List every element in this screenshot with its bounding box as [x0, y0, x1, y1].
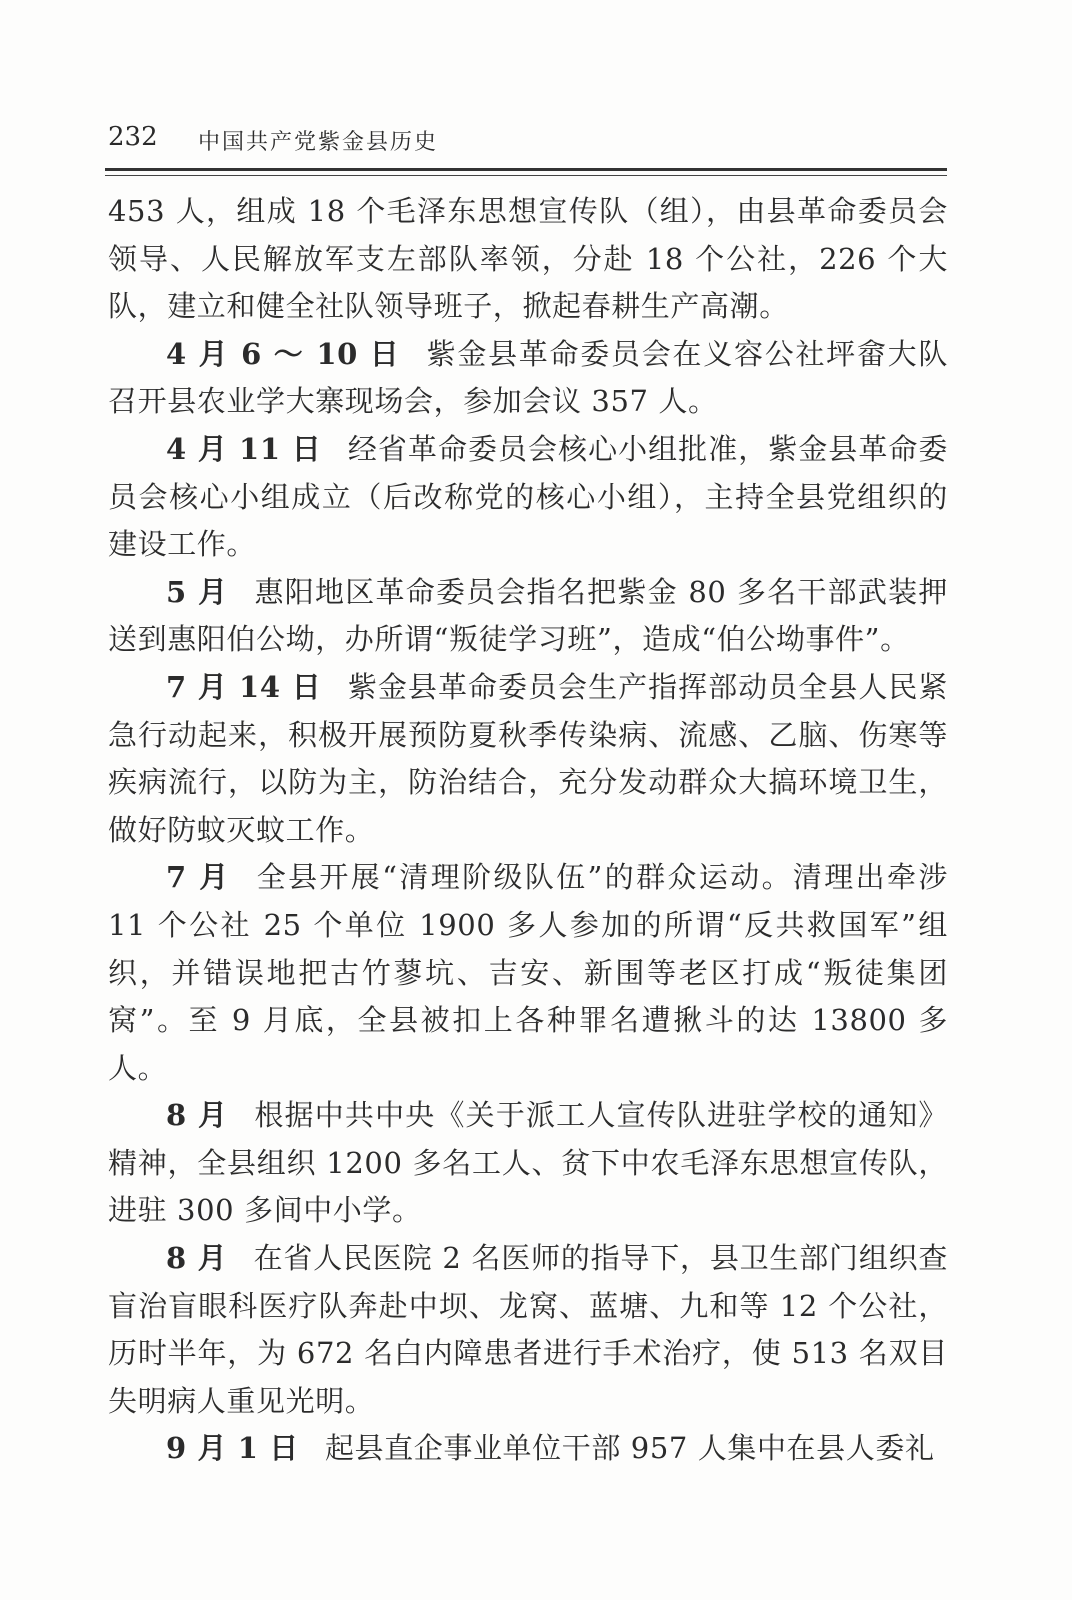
entry-date: 8 月 [166, 1241, 228, 1276]
chronicle-entry [108, 188, 948, 331]
chronicle-entry [108, 664, 948, 854]
entry-text: 根据中共中央《关于派工人宣传队进驻学校的通知》精神，全县组织 1200 多名工人、贫下中农毛泽东思想宣传队，进驻 300 多间中小学。 [108, 1098, 948, 1228]
entry-text: 惠阳地区革命委员会指名把紫金 80 多名干部武装押送到惠阳伯公坳，办所谓“叛徒学习班”，造成“伯公坳事件”。 [108, 574, 949, 657]
entry-date: 8 月 [166, 1098, 229, 1133]
header-rule-thin [105, 175, 947, 176]
entry-text: 起县直企事业单位干部 957 人集中在县人委礼 [324, 1431, 935, 1466]
page-body [108, 188, 948, 1473]
entry-date: 9 月 1 日 [166, 1431, 299, 1466]
entry-date: 4 月 6 ～ 10 日 [166, 336, 401, 371]
chronicle-entry [108, 331, 948, 426]
chronicle-entry [108, 854, 948, 1092]
entry-date: 7 月 [166, 860, 231, 895]
entry-text: 在省人民医院 2 名医师的指导下，县卫生部门组织查盲治盲眼科医疗队奔赴中坝、龙窝、蓝塘、九和等 12 个公社，历时半年，为 672 名白内障患者进行手术治疗，使 513 名双目失明病人重见光明。 [108, 1241, 949, 1418]
entry-date: 5 月 [166, 574, 229, 609]
chronicle-entry [108, 569, 948, 664]
entry-text: 经省革命委员会核心小组批准，紫金县革命委员会核心小组成立（后改称党的核心小组），主持全县党组织的建设工作。 [108, 431, 948, 562]
chronicle-entry [108, 426, 948, 569]
entry-text: 453 人，组成 18 个毛泽东思想宣传队（组），由县革命委员会领导、人民解放军支左部队率领，分赴 18 个公社，226 个大队，建立和健全社队领导班子，掀起春耕生产高潮。 [108, 194, 948, 324]
entry-text: 紫金县革命委员会在义容公社坪畲大队召开县农业学大寨现场会，参加会议 357 人。 [108, 336, 948, 419]
chronicle-entry [108, 1235, 948, 1425]
header-rule-thick [105, 168, 947, 171]
chronicle-entry [108, 1092, 948, 1235]
entry-date: 7 月 14 日 [166, 669, 322, 704]
page-header [108, 122, 948, 162]
chronicle-entry [108, 1425, 948, 1473]
page-number: 232 [108, 122, 158, 152]
entry-text: 全县开展“清理阶级队伍”的群众运动。清理出牵涉 11 个公社 25 个单位 1900 多人参加的所谓“反共救国军”组织，并错误地把古竹蓼坑、吉安、新围等老区打成“叛徒集团窝”。至 9 月底，全县被扣上各种罪名遭揪斗的达 13800 多人。 [108, 860, 948, 1085]
entry-date: 4 月 11 日 [166, 431, 322, 466]
entry-text: 紫金县革命委员会生产指挥部动员全县人民紧急行动起来，积极开展预防夏秋季传染病、流感、乙脑、伤寒等疾病流行，以防为主，防治结合，充分发动群众大搞环境卫生，做好防蚊灭蚊工作。 [108, 669, 948, 847]
running-title: 中国共产党紫金县历史 [198, 130, 439, 155]
